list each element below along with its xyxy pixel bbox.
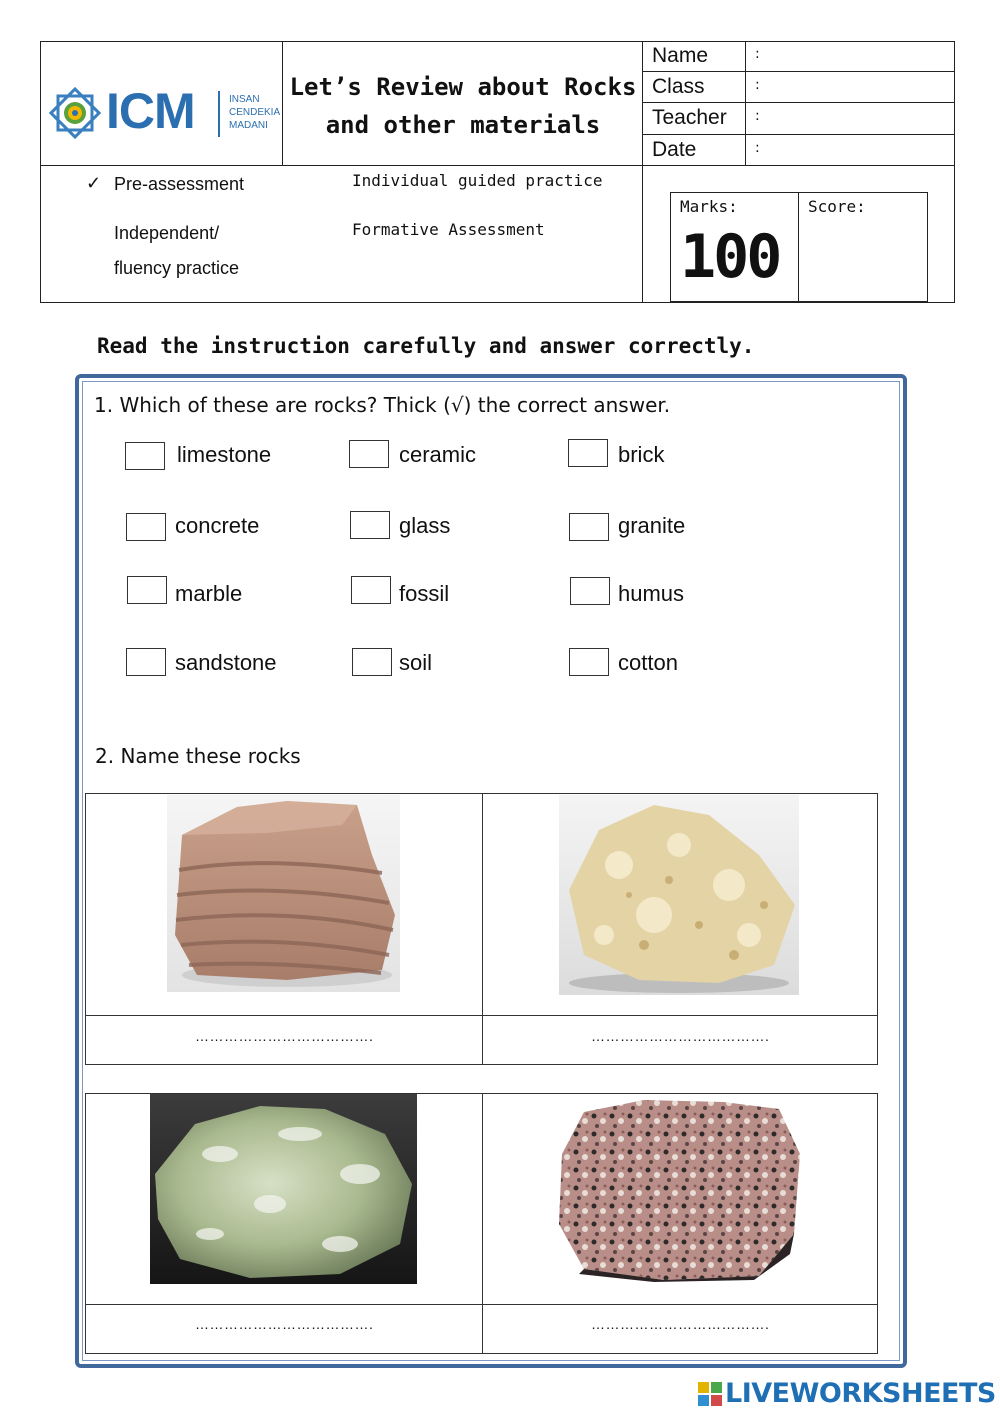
answer-blank: ………………………………. <box>195 1316 374 1332</box>
marble-image <box>150 1094 417 1284</box>
checkbox-glass[interactable] <box>350 511 390 539</box>
teacher-label: Teacher <box>652 106 727 129</box>
class-colon: : <box>755 77 760 93</box>
name-field[interactable] <box>760 44 950 70</box>
date-field[interactable] <box>760 138 950 164</box>
option-label: concrete <box>175 513 260 538</box>
class-field[interactable] <box>760 75 950 101</box>
checkbox-limestone[interactable] <box>125 442 165 470</box>
checkbox-marble[interactable] <box>127 576 167 604</box>
divider <box>642 71 955 72</box>
title-line: Let’s Review about Rocks <box>289 73 637 101</box>
liveworksheets-brand[interactable]: LIVEWORKSHEETS <box>725 1378 996 1409</box>
option-label: marble <box>175 581 243 606</box>
option-label: cotton <box>618 650 678 675</box>
checkbox-granite[interactable] <box>569 513 609 541</box>
answer-blank: ………………………………. <box>591 1316 770 1332</box>
checkbox-soil[interactable] <box>352 648 392 676</box>
teacher-colon: : <box>755 108 760 124</box>
divider <box>40 165 955 166</box>
option-label: ceramic <box>399 442 477 467</box>
option-label: soil <box>399 650 433 675</box>
option-label: granite <box>618 513 686 538</box>
logo-subtext <box>229 93 280 132</box>
sandstone-image <box>167 795 400 992</box>
logo-subtext-line: INSAN <box>229 94 260 105</box>
answer-blank: ………………………………. <box>591 1028 770 1044</box>
question-2-text: 2. Name these rocks <box>95 744 301 768</box>
title-line: and other materials <box>325 111 601 139</box>
score-label: Score: <box>808 197 866 216</box>
question-1-text: 1. Which of these are rocks? Thick (√) the correct answer. <box>94 393 671 417</box>
marks-label: Marks: <box>680 197 738 216</box>
instruction-text: Read the instruction carefully and answer correctly. <box>97 334 755 358</box>
divider <box>642 102 955 103</box>
option-label: limestone <box>177 442 272 467</box>
option-label: sandstone <box>175 650 277 675</box>
name-colon: : <box>755 46 760 62</box>
checkbox-cotton[interactable] <box>569 648 609 676</box>
divider <box>798 192 799 302</box>
divider <box>642 134 955 135</box>
teacher-field[interactable] <box>760 106 950 132</box>
checkbox-fossil[interactable] <box>351 576 391 604</box>
pre-assessment-label: Pre-assessment <box>114 174 245 194</box>
independent-label: Independent/ <box>114 223 220 243</box>
answer-blank: ………………………………. <box>195 1028 374 1044</box>
checkbox-sandstone[interactable] <box>126 648 166 676</box>
formative-label: Formative Assessment <box>352 220 545 239</box>
divider <box>745 41 746 165</box>
option-label: glass <box>399 513 451 538</box>
marks-value: 100 <box>680 222 780 292</box>
logo-text: ICM <box>106 83 195 139</box>
logo-subtext-line: CENDEKIA <box>229 107 281 118</box>
logo-subtext-line: MADANI <box>229 120 268 131</box>
worksheet-title <box>283 68 643 144</box>
fluency-label: fluency practice <box>114 258 240 278</box>
date-label: Date <box>652 138 697 161</box>
option-label: fossil <box>399 581 450 606</box>
liveworksheets-logo-icon <box>698 1382 722 1406</box>
granite-image <box>554 1094 804 1282</box>
checkbox-brick[interactable] <box>568 439 608 467</box>
individual-practice-label: Individual guided practice <box>352 171 603 190</box>
checkbox-concrete[interactable] <box>126 513 166 541</box>
limestone-image <box>559 795 799 995</box>
school-logo-icon <box>48 86 102 140</box>
logo-separator <box>218 91 220 137</box>
name-label: Name <box>652 44 709 67</box>
class-label: Class <box>652 75 705 98</box>
date-colon: : <box>755 140 760 156</box>
option-label: humus <box>618 581 685 606</box>
check-icon: ✓ <box>86 173 102 193</box>
checkbox-ceramic[interactable] <box>349 440 389 468</box>
checkbox-humus[interactable] <box>570 577 610 605</box>
option-label: brick <box>618 442 665 467</box>
